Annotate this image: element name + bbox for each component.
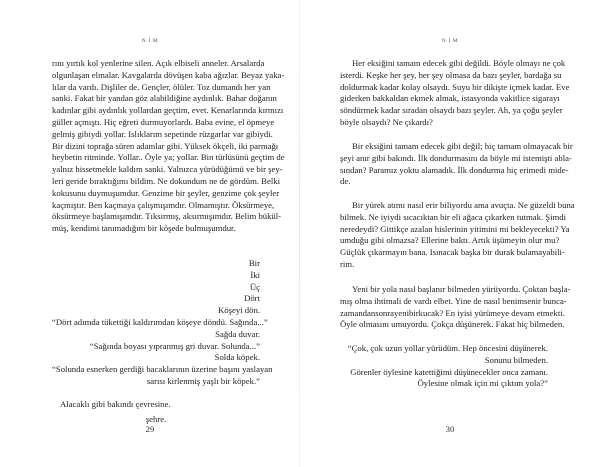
poem-line: Sonunu bilmeden.: [484, 354, 548, 365]
text-line: kokusunu duymuşumdur. Genzime bir şeyler, genzime çok şeyler: [52, 187, 280, 198]
poem-line: Öylesine olmak için mi çıktım yola?”: [417, 378, 548, 389]
text-line: Bir eksiğini tamam edecek gibi değil; hiç tamam olmayacak bir: [352, 141, 573, 151]
text-line: sanki. Fakat bir yandan göz alabildiğine aydınlık. Bahar doğanın: [52, 93, 277, 104]
right-paragraph-3: [340, 200, 575, 271]
text-line: heybetin ritminde. Yollar.. Öyle ya; yollar. Bin türlüsünü geçtim de: [52, 152, 285, 163]
text-line: şeyi anır gibi bakındı. İlk dondurmasını da böyle mi istemişti abla-: [340, 152, 572, 163]
right-page: [300, 0, 600, 467]
poem-line: Sağda duvar.: [215, 328, 260, 339]
text-line: rını yırtık kol yenlerine silen. Açık elbiseli anneler. Arsalarda: [52, 58, 265, 68]
poem-line: “Sağında boyası yıpranmış gri duvar. Solunda...”: [89, 340, 260, 351]
running-head: N İ M: [441, 38, 459, 44]
poem-line: sarısı kirlenmiş yaşlı bir köpek.”: [146, 375, 260, 386]
text-line: söndürmek kadar sıradan olsaydı bazı şeyler. Ah, ya çoğu şeyler: [340, 105, 563, 116]
right-paragraph-4: [340, 284, 571, 331]
text-line: isterdi. Keşke her şey, her şey olmasa da bazı şeyler, bardağa su: [340, 69, 562, 80]
left-poem: [52, 258, 273, 425]
poem-line: Görenler öylesine katettiğimi düşünecekler onca zamanı.: [350, 366, 548, 377]
text-line: leri geride bıraktığımı bildim. Ne dokundum ne de gördüm. Belki: [52, 175, 281, 186]
poem-line: Bir: [248, 258, 260, 268]
text-line: böyle olsaydı? Ne çıkardı?: [340, 116, 433, 127]
text-line: Her eksiğini tamam edecek gibi değildi. Böyle olmayı ne çok: [352, 58, 566, 68]
poem-line: Alacaklı gibi bakındı çevresine.: [60, 398, 171, 409]
left-body-text: [52, 58, 285, 235]
page-number: 29: [145, 424, 155, 434]
text-line: gelmiş gibiydi yollar. Islıklarım sepetinde rüzgarlar var gibiydi.: [52, 128, 273, 139]
text-line: lılar da vardı. Dişliler de. Gençler, ölüler. Toz dumandı her yan: [52, 81, 271, 92]
poem-line: Solda köpek.: [214, 352, 260, 363]
poem-line: “Solunda esnerken gerdiği bacaklarının üzerine başını yaslayan: [52, 364, 273, 375]
right-paragraph-2: [340, 141, 573, 188]
text-line: öksürmeye başlamışımdır. Tıksırmış, aksırmışımdır. Belim bükül-: [52, 211, 282, 222]
text-line: Bir dizini toprağa süren adamlar gibi. Yüksek ökçeli, iki parmağı: [52, 140, 279, 151]
poem-line: Dört: [244, 293, 260, 304]
running-head: N İ M: [141, 38, 159, 44]
poem-line: “Dört adımda tükettiği kaldırımdan köşeye döndü. Sağında...”: [52, 316, 268, 327]
poem-line: Üç: [249, 281, 260, 292]
text-line: güller açmıştı. Hiç eğreti durmuyorlardı. Baba evine, el öpmeye: [52, 116, 275, 127]
text-line: giderken bakkaldan ekmek almak, istasyonda vakitlice sigarayı: [340, 93, 560, 104]
text-line: rim.: [340, 258, 355, 269]
text-line: Bir yürek atımı nasıl erir biliyordu ama avuçta. Ne güzeldi buna: [352, 200, 575, 210]
text-line: zamandansonrayenibirkucak? En iyisi yürümeye devam etmekti.: [340, 307, 565, 318]
text-line: olgunlaşan elmalar. Kavgalarda dövüşen kaba ağızlar. Beyaz yaka-: [52, 69, 285, 80]
text-line: kaçmıştır. Ben kaçmaya çalışmışımdır. Olmamıştır. Öksürmeye,: [52, 199, 275, 210]
right-poem: [340, 343, 548, 390]
text-line: Yeni bir yola nasıl başlanır bilmeden yürüyordu. Çoktan başla-: [352, 284, 571, 294]
text-line: mış olma ihtimali de vardı elbet. Yine de nasıl benimsenir bunca-: [340, 295, 567, 306]
text-line: bilmek. Ne iyiydi sıcacıktan bir eli ağaca çıkarken tutmak. Şimdi: [340, 211, 567, 222]
poem-line: Köşeyi dön.: [218, 305, 260, 316]
page-number: 30: [445, 424, 455, 434]
right-paragraph-1: [340, 58, 570, 129]
text-line: sından? Paramız yoktu alamadık. İlk dondurma hiç erimedi mide-: [340, 164, 569, 175]
poem-line: İki: [250, 269, 260, 280]
text-line: de.: [340, 176, 351, 187]
poem-line: “Çok, çok uzun yollar yürüdüm. Hep öncesini düşünerek.: [347, 343, 548, 353]
text-line: kadınlar gibi aydınlık yollardan geçtim, evet. Kenarlarında kırmızı: [52, 105, 284, 116]
text-line: neredeydi? Gittikçe azalan hislerinin yitimini mi bekleyecekti? Ya: [340, 223, 570, 234]
text-line: doldurmak kadar kolay olsaydı. Suyu bir dikişte içmek kadar. Eve: [340, 81, 570, 92]
text-line: Güçlük çıkarmayın bana. Isınacak başka bir durak bulamayabili-: [340, 247, 565, 258]
text-line: Öyle olmasını umuyordu. Çokça düşünerek. Fakat hiç bilmeden.: [340, 319, 565, 330]
text-line: müş, kendimi tanımadığım bir köşede bulmuşumdur.: [52, 223, 236, 234]
text-line: yalnız hissetmekle kaldım sanki. Yalnızca yürüdüğümü ve bir şey-: [52, 164, 283, 175]
text-line: umduğu gibi olmazsa? Ellerine baktı. Artık üşümeyin olur mu?: [340, 235, 560, 246]
poem-line: şehre.: [145, 413, 167, 424]
